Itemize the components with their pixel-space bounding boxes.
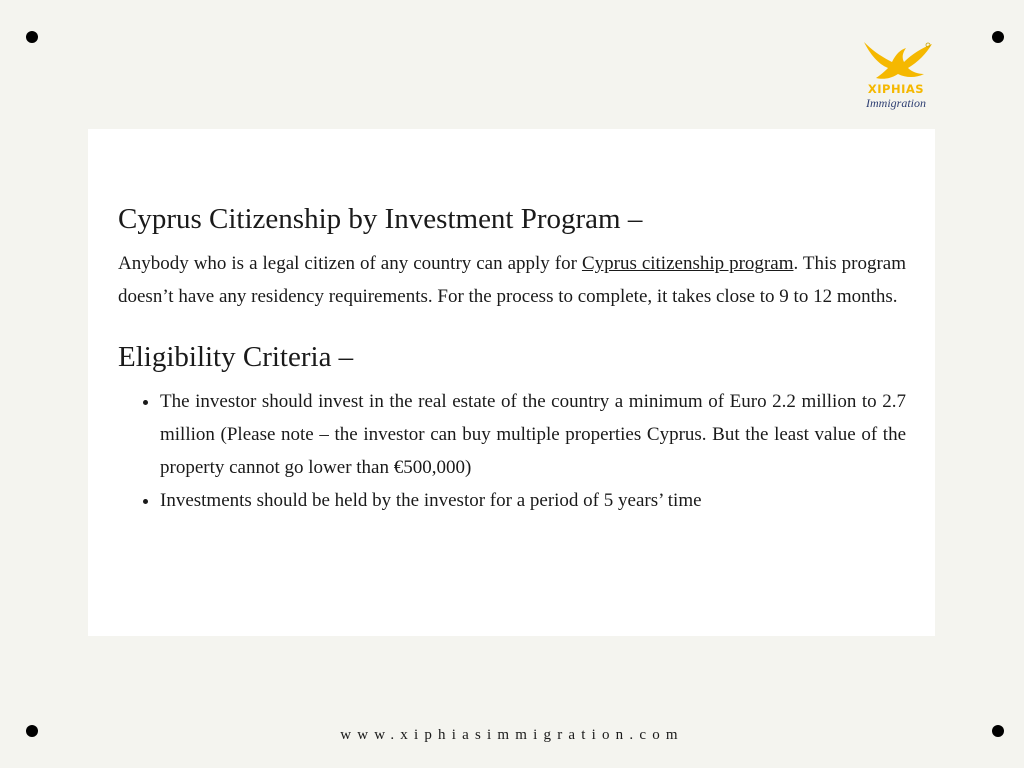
section-heading-eligibility: Eligibility Criteria – — [118, 341, 354, 373]
eligibility-list — [118, 385, 906, 517]
intro-text-start: Anybody who is a legal citizen of any country can apply for — [118, 253, 582, 274]
list-item: • Investments should be held by the investor for a period of 5 years’ time — [160, 484, 906, 517]
list-item: • The investor should invest in the real estate of the country a minimum of Euro 2.2 million to 2.7 million (Please note – the investor can buy multiple properties Cyprus. But the least value of the property cannot go lower than €500,000) — [160, 385, 906, 484]
eagle-icon — [862, 40, 934, 82]
xiphias-logo — [858, 40, 938, 112]
footer-website-url[interactable]: www.xiphiasimmigration.com — [340, 727, 684, 743]
corner-dot-top-left — [26, 31, 38, 43]
corner-dot-top-right — [992, 31, 1004, 43]
content-body — [118, 199, 906, 517]
intro-paragraph — [118, 247, 906, 313]
logo-subtitle: Immigration — [866, 96, 926, 110]
intro-text-end: . This program doesn’t have any residency requirements. For the process to complete, it takes close to 9 to 12 months. — [118, 253, 907, 307]
logo-brand-text: XIPHIAS — [867, 82, 925, 96]
cyprus-citizenship-link[interactable]: Cyprus citizenship program — [581, 253, 794, 274]
section-heading-citizenship: Cyprus Citizenship by Investment Program – — [118, 203, 643, 235]
content-card — [88, 129, 935, 636]
